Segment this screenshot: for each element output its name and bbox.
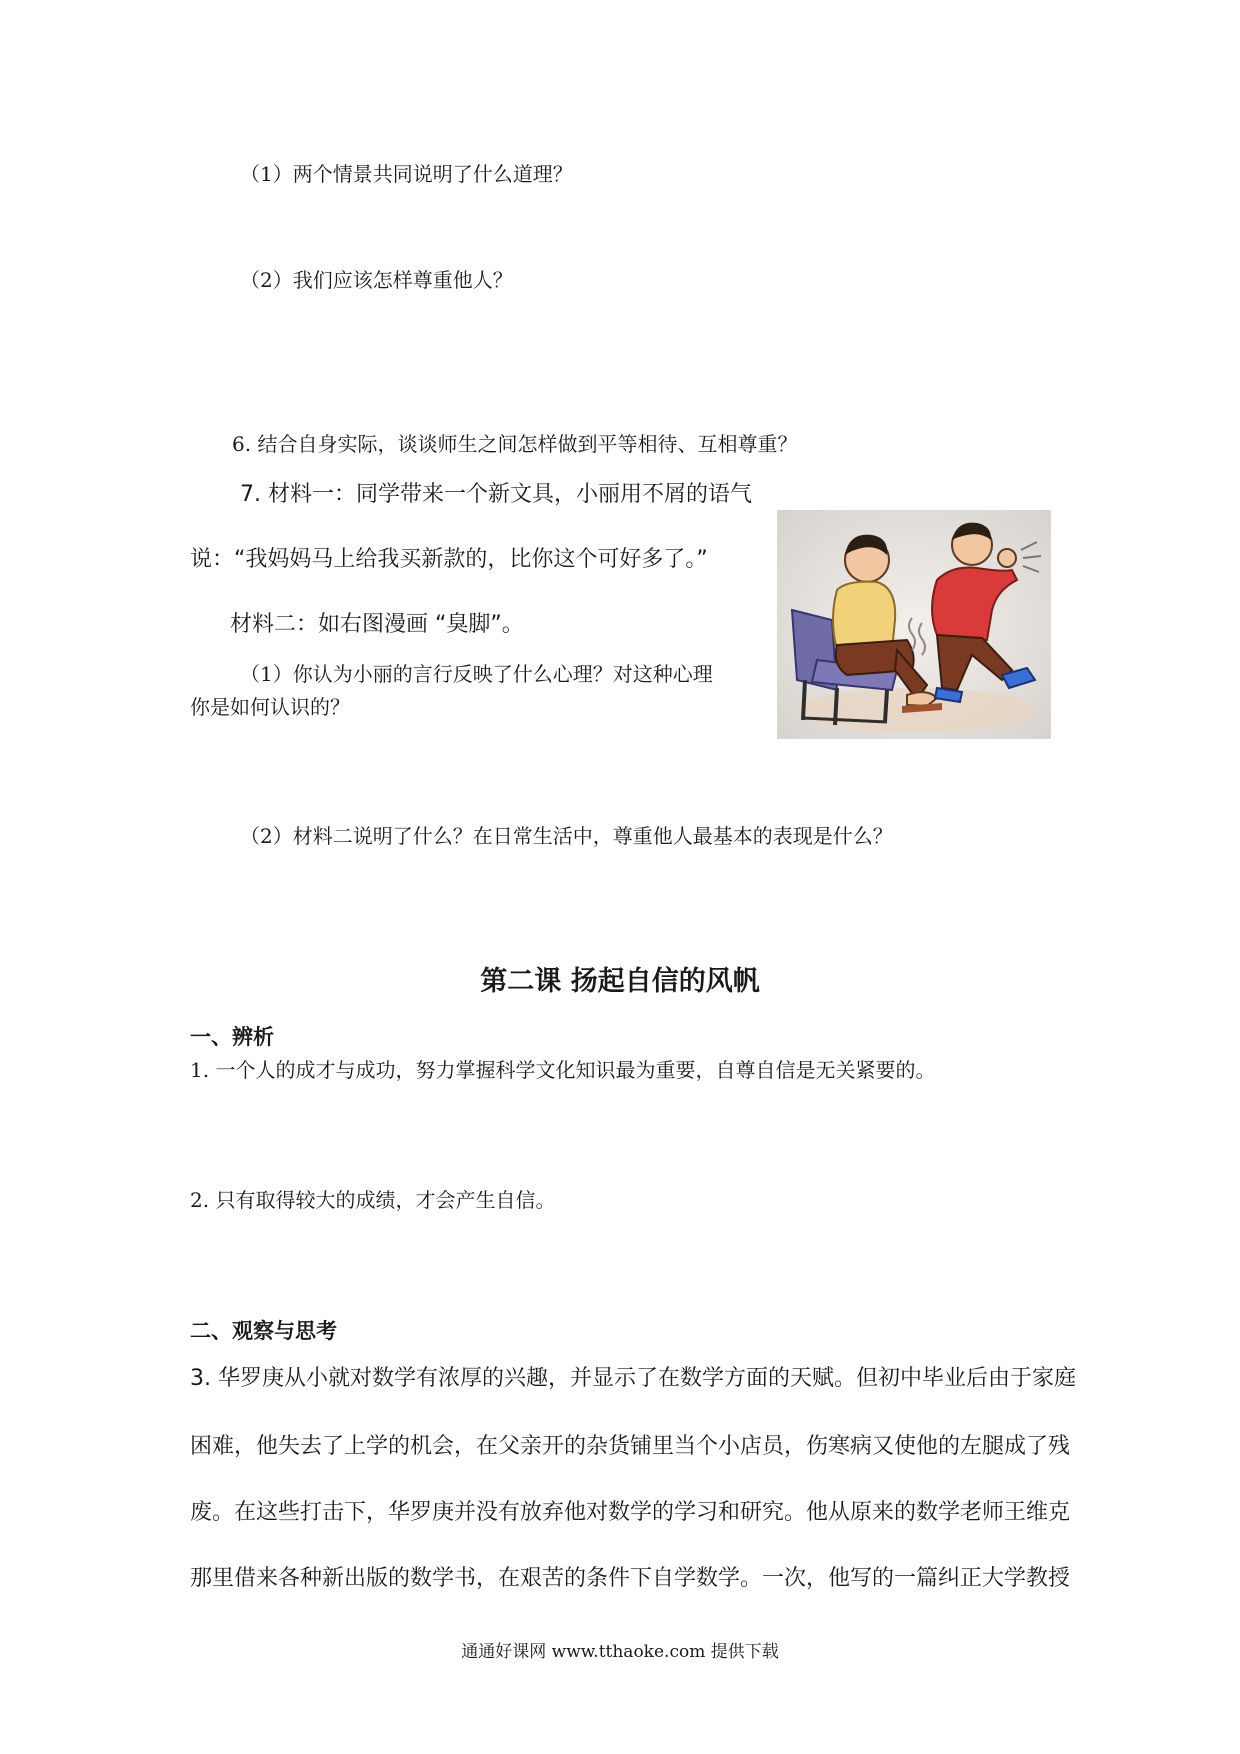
question-7-material-2: 材料二：如右图漫画 “臭脚”。 — [230, 612, 524, 637]
lesson-title: 第二课 扬起自信的风帆 — [480, 966, 760, 997]
section-1-question-1: 1. 一个人的成才与成功，努力掌握科学文化知识最为重要，自尊自信是无关紧要的。 — [190, 1058, 936, 1082]
section-2-heading: 二、观察与思考 — [190, 1319, 337, 1343]
section-2-question-3-line-4: 那里借来各种新出版的数学书，在艰苦的条件下自学数学。一次，他写的一篇纠正大学教授 — [190, 1566, 1071, 1591]
section-2-question-3-line-3: 废。在这些打击下，华罗庚并没有放弃他对数学的学习和研究。他从原来的数学老师王维克 — [190, 1500, 1071, 1525]
question-5-1: （1）两个情景共同说明了什么道理？ — [240, 162, 573, 186]
question-5-2: （2）我们应该怎样尊重他人？ — [240, 268, 513, 292]
section-1-question-2: 2. 只有取得较大的成绩，才会产生自信。 — [190, 1188, 556, 1212]
question-6: 6. 结合自身实际，谈谈师生之间怎样做到平等相待、互相尊重？ — [232, 432, 798, 456]
page-footer: 通通好课网 www.tthaoke.com 提供下载 — [461, 1642, 779, 1662]
section-2-question-3-line-1: 3. 华罗庚从小就对数学有浓厚的兴趣，并显示了在数学方面的天赋。但初中毕业后由于家庭 — [190, 1366, 1076, 1391]
section-2-question-3-line-2: 困难，他失去了上学的机会，在父亲开的杂货铺里当个小店员，伤寒病又使他的左腿成了残 — [190, 1434, 1071, 1459]
question-7-2: （2）材料二说明了什么？在日常生活中，尊重他人最基本的表现是什么？ — [240, 824, 893, 848]
question-7-1-line-2: 你是如何认识的？ — [190, 695, 350, 719]
question-7-material-1: 7. 材料一：同学带来一个新文具，小丽用不屑的语气 — [240, 482, 752, 507]
question-7-1-line-1: （1）你认为小丽的言行反映了什么心理？对这种心理 — [240, 662, 713, 686]
question-7-material-1-quote: 说：“我妈妈马上给我买新款的，比你这个可好多了。” — [190, 547, 708, 572]
cartoon-smelly-feet-illustration — [777, 510, 1051, 739]
section-1-heading: 一、辨析 — [190, 1025, 274, 1049]
